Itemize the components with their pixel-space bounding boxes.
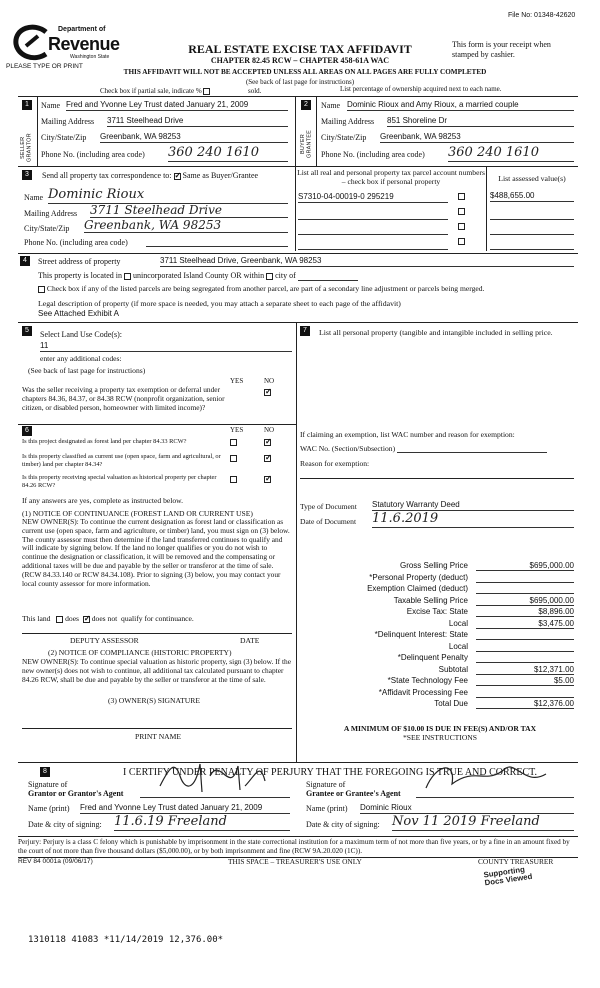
tax-row: [300, 607, 576, 619]
grantor-signature-field[interactable]: [140, 778, 290, 798]
ownership-note: List percentage of ownership acquired next to each name.: [340, 85, 502, 93]
tax-row-label: Subtotal: [438, 664, 468, 674]
grantee-date-field[interactable]: Nov 11 2019 Freeland: [392, 814, 574, 831]
doc-type-field[interactable]: Statutory Warranty Deed: [372, 500, 574, 511]
segregated-line: Check box if any of the listed parcels are being segregated from another parcel, are part of a secondary line adjustment or parcels being merged.: [38, 284, 485, 293]
tax-row: [300, 688, 576, 700]
buyer-side-label: BUYER GRANTEE: [300, 130, 313, 158]
notice-continuance-title: (1) NOTICE OF CONTINUANCE (FOREST LAND OR CURRENT USE): [22, 509, 253, 518]
grantor-name-print-label: Name (print): [28, 804, 70, 813]
minimum-fee-note: A MINIMUM OF $10.00 IS DUE IN FEE(S) AND/OR TAX: [343, 724, 537, 733]
parcel-personal-checkbox-4[interactable]: [458, 236, 465, 245]
supporting-docs-stamp: Supporting Docs Viewed: [482, 864, 533, 888]
notice-compliance-body: NEW OWNER(S): To continue special valuation as historic property, sign (3) below. If the new owner(s) does not wish to continue, all additional tax calculated pursuant to chapter 84.26 RCW, shall be due and payable by the seller or transferor at the time of sale.: [22, 657, 291, 684]
buyer-city-label: City/State/Zip: [321, 133, 367, 142]
grantor-name-print-field[interactable]: Fred and Yvonne Ley Trust dated January 21, 2009: [80, 803, 290, 814]
department-logo: [12, 22, 122, 64]
does-qualify-checkbox[interactable]: [56, 616, 63, 623]
parcel-account-3[interactable]: [298, 227, 448, 235]
grantee-name-print-field[interactable]: Dominic Rioux: [360, 803, 574, 814]
exemption-claim-label: If claiming an exemption, list WAC number and reason for exemption:: [300, 430, 515, 439]
continuance-line: This land does ✓ does not qualify for continuance.: [22, 614, 194, 623]
tax-row-label: *Affidavit Processing Fee: [378, 687, 468, 697]
section-4-badge: 4: [20, 256, 30, 266]
buyer-phone-label: Phone No. (including area code): [321, 150, 425, 159]
print-name-label: PRINT NAME: [135, 732, 182, 741]
does-not-qualify-checkbox[interactable]: [83, 616, 90, 623]
grantee-signature-label: Signature of: [306, 780, 346, 789]
notice-compliance-title: (2) NOTICE OF COMPLIANCE (HISTORIC PROPERTY): [48, 648, 232, 657]
corr-address-label: Mailing Address: [24, 209, 78, 218]
file-number: File No: 01348-42620: [508, 12, 576, 19]
corr-address-field[interactable]: 3711 Steelhead Drive: [90, 203, 288, 218]
buyer-phone-field[interactable]: 360 240 1610: [448, 145, 574, 162]
buyer-name-label: Name: [321, 101, 341, 110]
corr-city-label: City/State/Zip: [24, 224, 70, 233]
buyer-name-field[interactable]: Dominic Rioux and Amy Rioux, a married couple: [347, 100, 574, 111]
owner-signature-label: (3) OWNER(S) SIGNATURE: [108, 696, 200, 705]
reason-label: Reason for exemption:: [300, 459, 370, 468]
city-checkbox[interactable]: [266, 273, 273, 280]
logo-dept: Department of: [58, 26, 106, 33]
forest-q1-yes[interactable]: [230, 437, 237, 446]
see-back-note: (See back of last page for instructions): [245, 78, 355, 86]
perjury-statement: Perjury: Perjury is a class C felony which is punishable by imprisonment in the state correctional institution for a maximum term of not more than five years, or by a fine in an amount fixed by the court of not more than five thousand dollars ($5,000.00), or by both imprisonment and fine (RCW 9A.20.020 (1C)).: [18, 838, 570, 855]
exemption-no-checkbox[interactable]: [264, 387, 271, 396]
revision-number: REV 84 0001a (09/06/17): [18, 858, 93, 865]
type-or-print: PLEASE TYPE OR PRINT: [6, 63, 83, 70]
partial-sale-label: Check box if partial sale, indicate %: [100, 87, 210, 95]
grantee-signature-scribble: [416, 756, 574, 796]
notice-continuance-body: NEW OWNER(S): To continue the current designation as forest land or classification as current use (open space, farm and agriculture, or timber) land, you must sign on (3) below. The county assessor must then determine if the land transferred continues to qualify and will indicate by signing below. If the land no longer qualifies or you do not wish to continue the designation or classification, it will be removed and the compensating or additional taxes will be due and payable by the seller or transferor at the time of sale. (RCW 84.33.140 or RCW 84.34.108). Prior to signing (3) below, you may contact your local county assessor for more information.: [22, 517, 290, 588]
sold-label: sold.: [248, 87, 262, 95]
parcel-header: List all real and personal property tax parcel account numbers – check box if personal property: [297, 168, 485, 187]
parcel-personal-checkbox-2[interactable]: [458, 206, 465, 215]
section-2-badge: 2: [301, 100, 311, 110]
tax-row-label: Local: [448, 618, 468, 628]
corr-phone-label: Phone No. (including area code): [24, 238, 128, 247]
logo-name: Revenue: [48, 34, 120, 54]
county-treasurer-label: COUNTY TREASURER: [478, 857, 554, 866]
seller-phone-field[interactable]: 360 240 1610: [168, 145, 288, 162]
tax-row-label: *Personal Property (deduct): [369, 572, 468, 582]
assessed-value-1[interactable]: $488,655.00: [490, 191, 574, 202]
seller-address-label: Mailing Address: [41, 117, 95, 126]
tax-row-value[interactable]: $12,376.00: [476, 699, 574, 709]
treasurer-use-label: THIS SPACE – TREASURER'S USE ONLY: [228, 857, 362, 866]
tax-row: [300, 584, 576, 596]
assessed-header: List assessed value(s): [498, 174, 566, 183]
deputy-date-label: DATE: [240, 636, 260, 645]
tax-row: [300, 596, 576, 608]
corr-city-field[interactable]: Greenbank, WA 98253: [84, 218, 288, 233]
section-1-badge: 1: [22, 100, 32, 110]
forest-no-header: NO: [264, 426, 275, 434]
grantee-signature-field[interactable]: [416, 778, 574, 798]
land-use-see-back: (See back of last page for instructions): [28, 366, 146, 375]
land-use-no-header: NO: [264, 377, 275, 385]
legal-description-label: Legal description of property (if more space is needed, you may attach a separate sheet to each page of the affidavit): [38, 299, 401, 308]
forest-q2-no[interactable]: [264, 453, 271, 462]
forest-yes-header: YES: [230, 426, 244, 434]
tax-row-label: *State Technology Fee: [387, 676, 468, 685]
assessed-value-2[interactable]: [490, 212, 574, 220]
certify-statement: I CERTIFY UNDER PENALTY OF PERJURY THAT THE FOREGOING IS TRUE AND CORRECT.: [123, 767, 537, 778]
parcel-account-4[interactable]: [298, 242, 448, 250]
tax-row: [300, 573, 576, 585]
logo-state: Washington State: [70, 54, 110, 60]
tax-row: [300, 665, 576, 677]
tax-row-label: Excise Tax: State: [406, 607, 468, 616]
tax-row-value[interactable]: [476, 642, 574, 652]
tax-row: [300, 642, 576, 654]
parcel-account-1[interactable]: S7310-04-00019-0 295219: [298, 192, 448, 203]
tax-row-value[interactable]: [476, 688, 574, 698]
form-title: REAL ESTATE EXCISE TAX AFFIDAVIT: [188, 42, 412, 56]
tax-row-value[interactable]: $695,000.00: [476, 596, 574, 606]
corr-name-field[interactable]: Dominic Rioux: [48, 187, 288, 204]
grantor-signature-scribble: [140, 756, 290, 796]
form-chapter: CHAPTER 82.45 RCW – CHAPTER 458-61A WAC: [210, 56, 390, 65]
tax-row-label: *Delinquent Interest: State: [374, 630, 468, 639]
tax-row-value[interactable]: $695,000.00: [476, 561, 574, 571]
doc-date-label: Date of Document: [300, 517, 357, 526]
tax-row-label: Local: [448, 641, 468, 651]
tax-row-label: *Delinquent Penalty: [397, 653, 468, 662]
city-of-field[interactable]: [298, 273, 358, 281]
wac-label: WAC No. (Section/Subsection): [300, 444, 547, 453]
tax-row-value[interactable]: $3,475.00: [476, 619, 574, 629]
tax-row-value[interactable]: [476, 630, 574, 640]
forest-q1-no[interactable]: [264, 437, 271, 446]
parcel-personal-checkbox-1[interactable]: [458, 191, 465, 200]
seller-address-field[interactable]: 3711 Steelhead Drive: [107, 116, 288, 127]
legal-description-field[interactable]: See Attached Exhibit A: [38, 309, 119, 318]
forest-q3-no[interactable]: [264, 474, 271, 483]
grantor-date-field[interactable]: 11.6.19 Freeland: [114, 814, 290, 831]
receipt-note: This form is your receipt when stamped by cashier.: [452, 40, 551, 59]
corr-phone-field[interactable]: [146, 238, 288, 247]
segregated-checkbox[interactable]: [38, 286, 45, 293]
grantor-date-label: Date & city of signing:: [28, 820, 102, 829]
seller-name-field[interactable]: Fred and Yvonne Ley Trust dated January 21, 2009: [66, 100, 288, 111]
deputy-assessor-label: DEPUTY ASSESSOR: [70, 636, 139, 645]
located-line: This property is located in unincorporated Island County OR within city of: [38, 271, 358, 281]
unincorporated-checkbox[interactable]: [124, 273, 131, 280]
tax-row-value[interactable]: $5.00: [476, 676, 574, 686]
tax-row-value[interactable]: [476, 573, 574, 583]
tax-row-label: Gross Selling Price: [399, 561, 468, 570]
land-use-label: Select Land Use Code(s):: [40, 330, 122, 339]
tax-row: [300, 561, 576, 573]
buyer-city-field[interactable]: Greenbank, WA 98253: [380, 132, 574, 143]
receipt-line: 1310118 41083 *11/14/2019 12,376.00*: [28, 935, 224, 945]
section-6-badge: 6: [22, 426, 32, 436]
grantee-date-label: Date & city of signing:: [306, 820, 380, 829]
forest-question-3: Is this property receiving special valuation as historical property per chapter 84.26 RCW?: [22, 474, 217, 489]
buyer-address-label: Mailing Address: [321, 117, 375, 126]
grantor-signature-label: Signature of: [28, 780, 68, 789]
tax-row: [300, 699, 576, 711]
not-accepted-warning: THIS AFFIDAVIT WILL NOT BE ACCEPTED UNLESS ALL AREAS ON ALL PAGES ARE FULLY COMPLETED: [123, 68, 487, 76]
tax-correspondence-label: Send all property tax correspondence to: ✓ Same as Buyer/Grantee: [42, 171, 258, 181]
if-yes-note: If any answers are yes, complete as instructed below.: [22, 496, 184, 505]
tax-row: [300, 676, 576, 688]
tax-row-label: Taxable Selling Price: [393, 595, 468, 605]
partial-sale-checkbox[interactable]: [203, 88, 210, 95]
assessed-value-4[interactable]: [490, 242, 574, 250]
additional-codes-label: enter any additional codes:: [40, 354, 122, 363]
forest-q3-yes[interactable]: [230, 474, 237, 483]
section-8-badge: 8: [40, 767, 50, 777]
see-instructions-note: *SEE INSTRUCTIONS: [402, 733, 478, 742]
same-as-buyer-checkbox[interactable]: [174, 173, 181, 180]
doc-date-field[interactable]: 11.6.2019: [372, 511, 574, 528]
seller-side-label: SELLER GRANTOR: [20, 133, 33, 163]
corr-name-label: Name: [24, 193, 44, 202]
seller-city-field[interactable]: Greenbank, WA 98253: [100, 132, 288, 143]
forest-q2-yes[interactable]: [230, 453, 237, 462]
tax-row-value[interactable]: $8,896.00: [476, 607, 574, 617]
seller-name-label: Name: [41, 101, 61, 110]
tax-row-label: Total Due: [434, 699, 468, 708]
seller-city-label: City/State/Zip: [41, 133, 87, 142]
exemption-question: Was the seller receiving a property tax exemption or deferral under chapters 84.36, 84.37, or 84.38 RCW (nonprofit organization, senior citizen, or disabled person, homeowner with limited income)?: [22, 385, 225, 412]
wac-field[interactable]: [397, 445, 547, 453]
personal-property-label: List all personal property (tangible and intangible included in selling price.: [319, 328, 553, 337]
parcel-account-2[interactable]: [298, 212, 448, 220]
forest-question-2: Is this property classified as current use (open space, farm and agricultural, or timber) land per chapter 84.34?: [22, 453, 221, 468]
tax-row-value[interactable]: [476, 653, 574, 663]
parcel-personal-checkbox-3[interactable]: [458, 221, 465, 230]
section-3-badge: 3: [22, 170, 32, 180]
tax-row-label: Exemption Claimed (deduct): [367, 584, 468, 593]
tax-row: [300, 619, 576, 631]
assessed-value-3[interactable]: [490, 227, 574, 235]
tax-row: [300, 630, 576, 642]
seller-phone-label: Phone No. (including area code): [41, 150, 145, 159]
forest-question-1: Is this project designated as forest land per chapter 84.33 RCW?: [22, 438, 187, 445]
section-5-badge: 5: [22, 326, 32, 336]
grantor-signature-label-2: Grantor or Grantor's Agent: [28, 789, 124, 798]
land-use-code-field[interactable]: 11: [40, 341, 292, 352]
revenue-logo-icon: [12, 24, 52, 62]
tax-row-value[interactable]: [476, 584, 574, 594]
doc-type-label: Type of Document: [300, 502, 357, 511]
section-7-badge: 7: [300, 326, 310, 336]
tax-row: [300, 653, 576, 665]
street-address-field[interactable]: 3711 Steelhead Drive, Greenbank, WA 98253: [160, 256, 574, 267]
grantee-name-print-label: Name (print): [306, 804, 348, 813]
buyer-address-field[interactable]: 851 Shoreline Dr: [387, 116, 574, 127]
street-label: Street address of property: [38, 257, 121, 266]
land-use-yes-header: YES: [230, 377, 244, 385]
grantee-signature-label-2: Grantee or Grantee's Agent: [306, 789, 401, 798]
tax-row-value[interactable]: $12,371.00: [476, 665, 574, 675]
